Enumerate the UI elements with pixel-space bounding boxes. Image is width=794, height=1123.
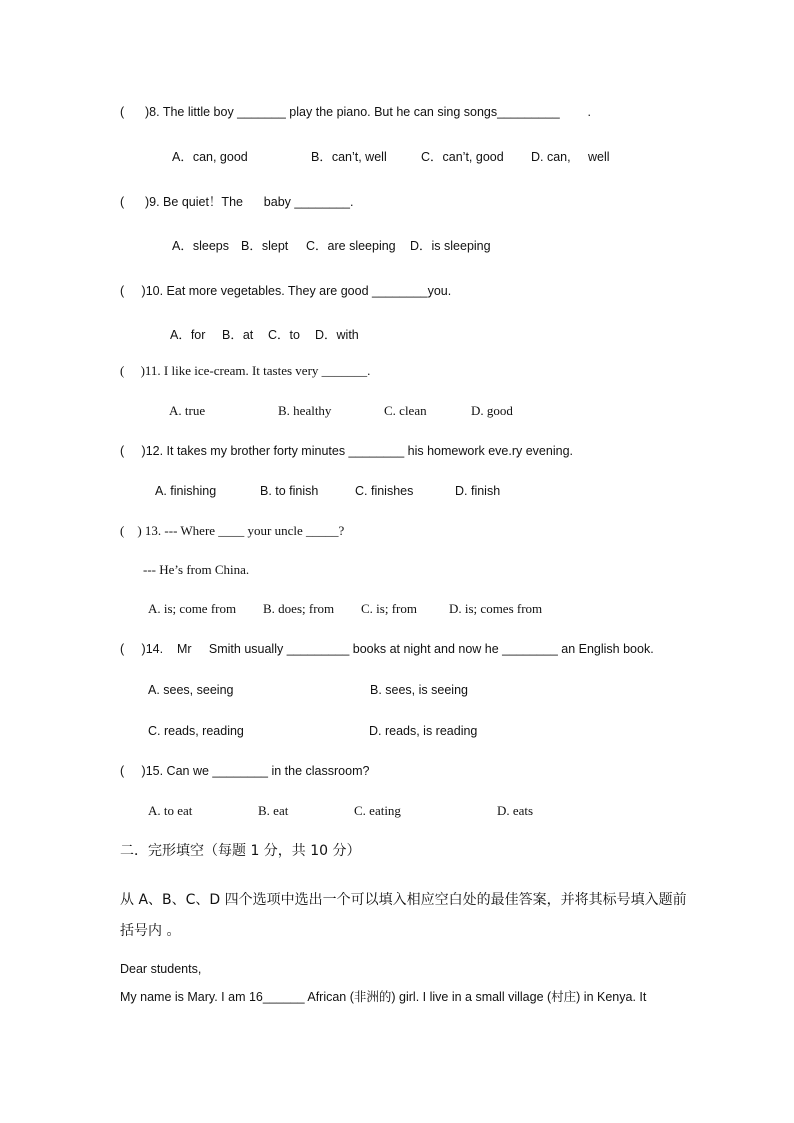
q15-option-c: C. eating [354,803,401,818]
passage-line-1: My name is Mary. I am 16______ African (非洲的) girl. I live in a small village (村庄) in Kenya. It [120,990,647,1004]
q13-answer-line: --- He’s from China. [143,562,250,577]
q9-option-d: D．is sleeping [410,239,491,253]
q12-option-c: C. finishes [355,484,414,498]
question-8-stem: ( )8. The little boy _______ play the piano. But he can sing songs_________ . [120,105,591,119]
q13-option-d: D. is; comes from [449,601,543,616]
question-9-stem: ( )9. Be quiet！The baby ________. [120,195,354,209]
q8-option-d: D. can, well [531,150,610,164]
q11-option-c: C. clean [384,403,427,418]
q10-option-c: C．to [268,328,300,342]
q14-option-a: A. sees, seeing [148,683,234,697]
q13-option-c: C. is; from [361,601,417,616]
q12-option-b: B. to finish [260,484,319,498]
q15-option-b: B. eat [258,803,289,818]
question-15-stem: ( )15. Can we ________ in the classroom? [120,764,370,778]
q11-option-d: D. good [471,403,513,418]
q13-option-b: B. does; from [263,601,335,616]
passage-greeting: Dear students, [120,962,202,976]
q14-option-d: D. reads, is reading [369,724,478,738]
q15-option-d: D. eats [497,803,534,818]
q13-option-a: A. is; come from [148,601,237,616]
q11-option-b: B. healthy [278,403,332,418]
q10-option-a: A．for [170,328,206,342]
q8-option-b: B．can’t, well [311,150,387,164]
q10-option-d: D．with [315,328,359,342]
q14-option-c: C. reads, reading [148,724,244,738]
section-2-heading: 二．完形填空（每题 1 分，共 10 分） [120,843,361,859]
q8-option-a: A．can, good [172,150,248,164]
question-11-stem: ( )11. I like ice-cream. It tastes very _______. [120,363,371,378]
q14-option-b: B. sees, is seeing [370,683,468,697]
q9-option-c: C．are sleeping [306,239,396,253]
question-12-stem: ( )12. It takes my brother forty minutes ________ his homework eve.ry evening. [120,444,573,458]
q12-option-d: D. finish [455,484,501,498]
section-2-instruction-line-2: 括号内 。 [120,923,181,939]
q9-option-b: B．slept [241,239,289,253]
q15-option-a: A. to eat [148,803,193,818]
q8-option-c: C．can’t, good [421,150,504,164]
question-10-stem: ( )10. Eat more vegetables. They are good ________you. [120,284,452,298]
q11-option-a: A. true [169,403,206,418]
question-13-stem: ( ) 13. --- Where ____ your uncle _____? [120,523,345,538]
question-14-stem: ( )14. Mr Smith usually _________ books at night and now he ________ an English book. [120,642,654,656]
q12-option-a: A. finishing [155,484,217,498]
q9-option-a: A．sleeps [172,239,229,253]
section-2-instruction-line-1: 从 A、B、C、D 四个选项中选出一个可以填入相应空白处的最佳答案，并将其标号填入题前 [120,892,687,908]
q10-option-b: B．at [222,328,254,342]
